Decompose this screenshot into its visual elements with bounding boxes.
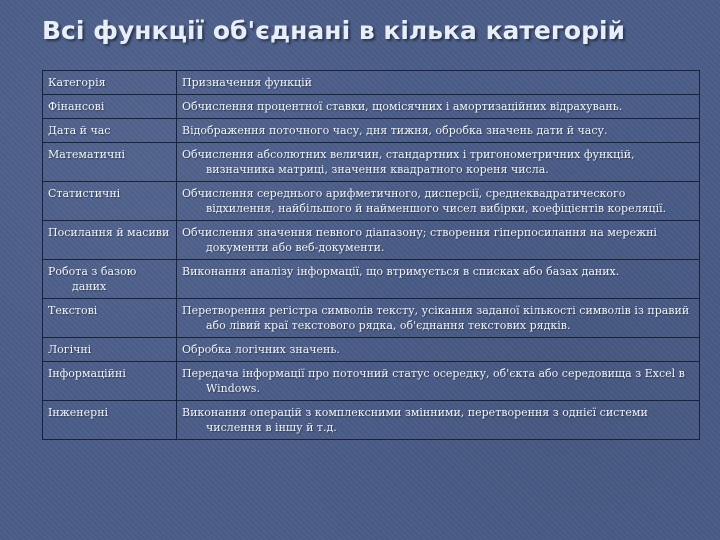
functions-table-container bbox=[42, 70, 688, 440]
table-row bbox=[43, 362, 700, 401]
description-text: Передача інформації про поточний статус осередку, об'єкта або середовища з Excel в Windows. bbox=[182, 367, 685, 395]
table-row bbox=[43, 221, 700, 260]
table-row bbox=[43, 260, 700, 299]
category-cell bbox=[43, 362, 177, 401]
category-cell bbox=[43, 260, 177, 299]
description-text: Обробка логічних значень. bbox=[182, 343, 340, 356]
description-text: Обчислення абсолютних величин, стандартних і тригонометричних функцій, визначника матриці, значення квадратного кореня числа. bbox=[182, 148, 635, 176]
header-purpose: Призначення функцій bbox=[177, 71, 700, 95]
category-label: Інформаційні bbox=[48, 367, 126, 380]
category-label: Дата й час bbox=[48, 124, 111, 137]
slide-title: Всі функції об'єднані в кілька категорій bbox=[42, 16, 626, 45]
category-cell bbox=[43, 119, 177, 143]
table-row bbox=[43, 299, 700, 338]
description-text: Обчислення середнього арифметичного, дисперсії, среднеквадратического відхилення, найбільшого й найменшого чисел вибірки, коефіцієнтів кореляції. bbox=[182, 187, 667, 215]
description-cell bbox=[177, 119, 700, 143]
table-row bbox=[43, 119, 700, 143]
description-text: Виконання аналізу інформації, що втримується в списках або базах даних. bbox=[182, 265, 620, 278]
category-cell bbox=[43, 95, 177, 119]
description-cell bbox=[177, 260, 700, 299]
table-row bbox=[43, 182, 700, 221]
category-label: Фінансові bbox=[48, 100, 105, 113]
category-label: Математичні bbox=[48, 148, 126, 161]
category-label: Логічні bbox=[48, 343, 92, 356]
category-cell bbox=[43, 299, 177, 338]
description-text: Виконання операцій з комплексними змінними, перетворення з однієї системи числення в іншу й т.д. bbox=[182, 406, 648, 434]
description-cell bbox=[177, 338, 700, 362]
description-text: Перетворення регістра символів тексту, усікання заданої кількості символів із правий або лівий краї текстового рядка, об'єднання текстових рядків. bbox=[182, 304, 690, 332]
header-category: Категорія bbox=[43, 71, 177, 95]
description-cell bbox=[177, 299, 700, 338]
table-header-row bbox=[43, 71, 700, 95]
category-label: Інженерні bbox=[48, 406, 109, 419]
category-label: Робота з базою даних bbox=[48, 265, 137, 293]
description-text: Обчислення процентної ставки, щомісячних і амортизаційних відрахувань. bbox=[182, 100, 623, 113]
table-row bbox=[43, 95, 700, 119]
category-cell bbox=[43, 143, 177, 182]
description-cell bbox=[177, 362, 700, 401]
category-cell bbox=[43, 182, 177, 221]
category-cell bbox=[43, 338, 177, 362]
category-label: Посилання й масиви bbox=[48, 226, 170, 239]
description-cell bbox=[177, 401, 700, 440]
category-label: Текстові bbox=[48, 304, 98, 317]
category-label: Статистичні bbox=[48, 187, 121, 200]
category-cell bbox=[43, 221, 177, 260]
description-text: Відображення поточного часу, дня тижня, обробка значень дати й часу. bbox=[182, 124, 608, 137]
category-cell bbox=[43, 401, 177, 440]
description-cell bbox=[177, 143, 700, 182]
description-cell bbox=[177, 95, 700, 119]
description-text: Обчислення значення певного діапазону; створення гіперпосилання на мережні документи або веб-документи. bbox=[182, 226, 657, 254]
table-row bbox=[43, 338, 700, 362]
table-row bbox=[43, 401, 700, 440]
functions-table bbox=[42, 70, 700, 440]
table-row bbox=[43, 143, 700, 182]
description-cell bbox=[177, 221, 700, 260]
description-cell bbox=[177, 182, 700, 221]
